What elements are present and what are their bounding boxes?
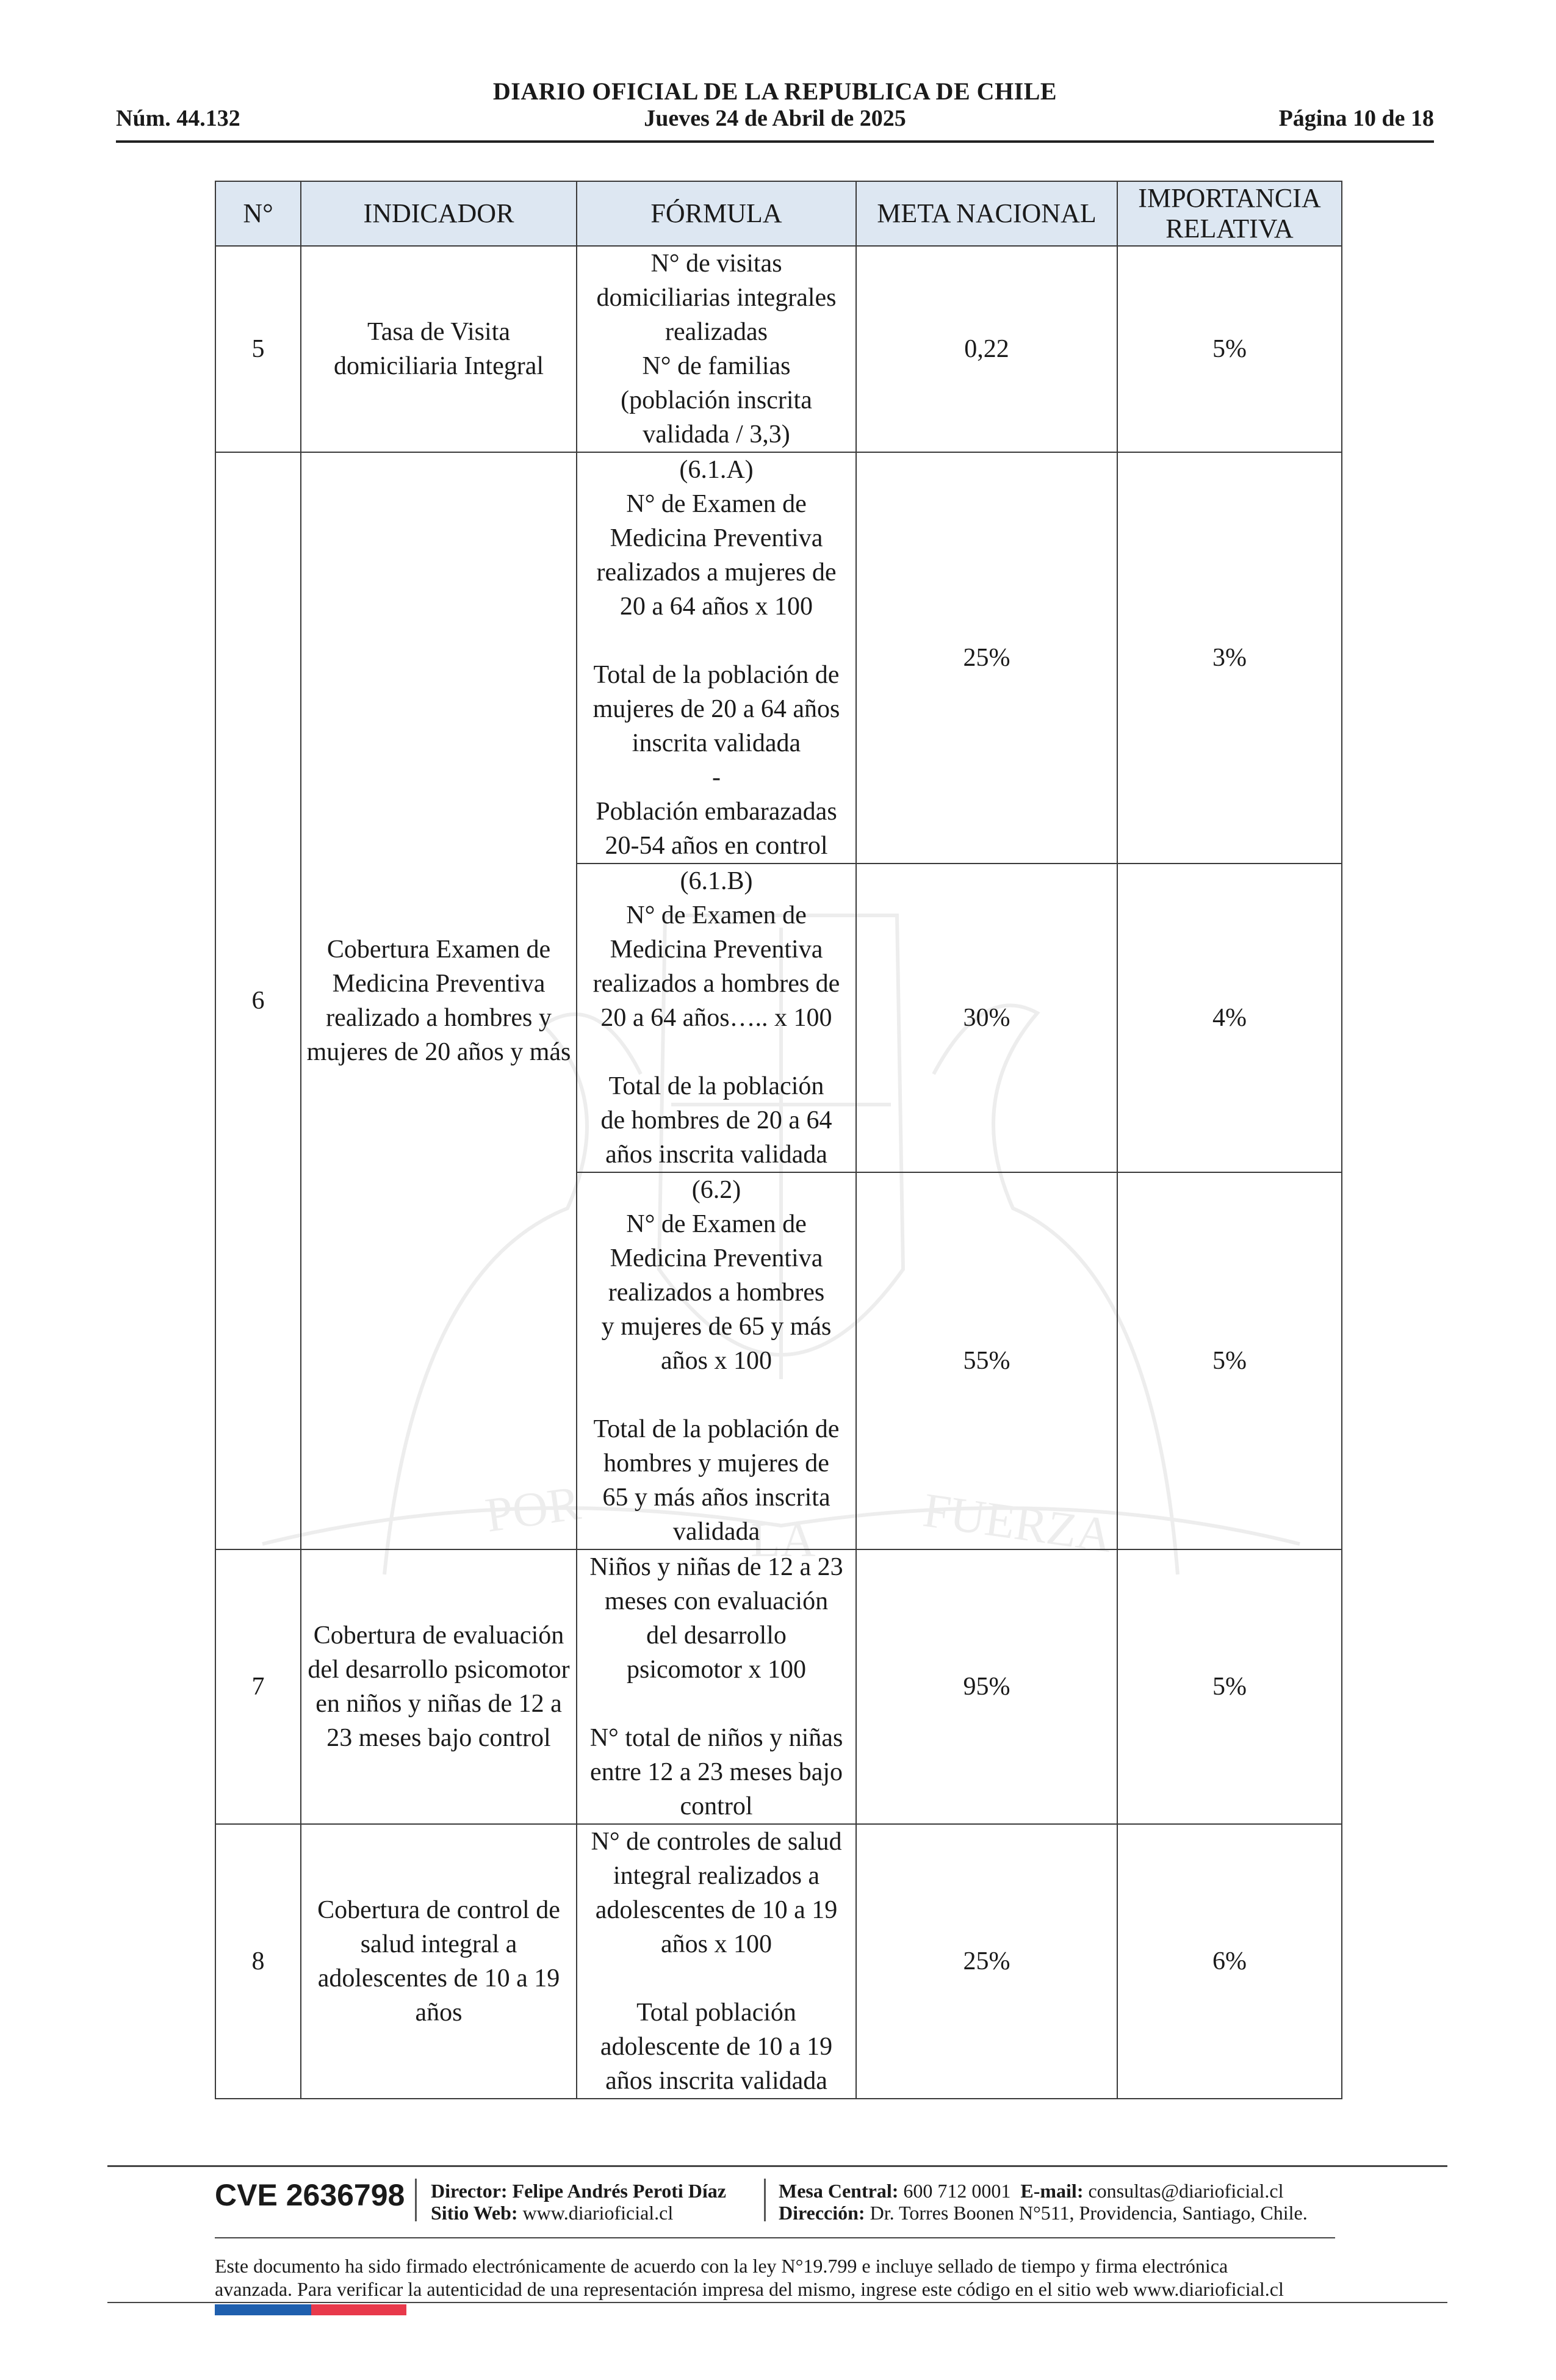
issue-number: Núm. 44.132 [116,106,240,131]
formula-denominator: Total población adolescente de 10 a 19 años inscrita validada [600,1999,833,2095]
target-value: 95% [856,1549,1117,1824]
email-label: E-mail: [1020,2180,1084,2202]
weight-value: 5% [1117,246,1342,452]
legal-line-1: Este documento ha sido firmado electrónicamente de acuerdo con la ley N°19.799 e incluye sellado de tiempo y firma electrónica [215,2255,1228,2277]
header-rule [116,140,1434,143]
director-block [431,2180,726,2224]
address-text: Dr. Torres Boonen N°511, Providencia, Santiago, Chile. [870,2202,1308,2224]
indicator-name: Tasa de Visita domiciliaria Integral [301,246,577,452]
weight-value: 3% [1117,452,1342,864]
weight-value: 4% [1117,864,1342,1172]
watermark-word-1: POR [482,1476,584,1543]
row-number: 7 [215,1549,301,1824]
table-row [215,246,1342,452]
formula-cell [577,1824,856,2099]
weight-value: 5% [1117,1172,1342,1549]
footer-separator [415,2179,417,2221]
target-value: 30% [856,864,1117,1172]
flag-color-blue [215,2304,311,2315]
legal-line-2: avanzada. Para verificar la autenticidad de una representación impresa del mismo, ingrese este código en el sitio web www.diarioficial.cl [215,2278,1284,2300]
formula-numerator: (6.1.A) N° de Examen de Medicina Preventiva realizados a mujeres de 20 a 64 años x 100 [596,456,837,621]
formula-cell [577,452,856,864]
row-number: 5 [215,246,301,452]
formula-denominator: N° total de niños y niñas entre 12 a 23 meses bajo control [589,1724,843,1820]
weight-value: 5% [1117,1549,1342,1824]
footer-top-rule [107,2165,1447,2167]
formula-denominator: Total de la población de hombres de 20 a 64 años inscrita validada [600,1072,832,1169]
formula-cell [577,1172,856,1549]
footer-mid-rule [215,2237,1335,2238]
indicators-table [215,181,1342,2099]
target-value: 25% [856,452,1117,864]
row-number: 8 [215,1824,301,2099]
website-label: Sitio Web: [431,2202,518,2224]
col-header-target: META NACIONAL [856,181,1117,246]
legal-notice [215,2254,1344,2301]
target-value: 55% [856,1172,1117,1549]
indicator-name: Cobertura Examen de Medicina Preventiva realizado a hombres y mujeres de 20 años y más [301,452,577,1549]
phone-label: Mesa Central: [779,2180,899,2202]
formula-text: N° de visitas domiciliarias integrales realizadas N° de familias (población inscrita validada / 3,3) [596,250,837,449]
director-label: Director: [431,2180,508,2202]
table-row [215,1549,1342,1824]
email-link[interactable]: consultas@diarioficial.cl [1088,2180,1284,2202]
formula-cell [577,246,856,452]
formula-cell [577,1549,856,1824]
footer-bottom-rule [107,2302,1447,2303]
flag-color-red [311,2304,406,2315]
col-header-formula: FÓRMULA [577,181,856,246]
indicator-name: Cobertura de evaluación del desarrollo psicomotor en niños y niñas de 12 a 23 meses bajo control [301,1549,577,1824]
formula-denominator: Total de la población de mujeres de 20 a 64 años inscrita validada - Población embarazadas 20-54 años en control [593,661,840,860]
footer-separator [764,2179,766,2221]
target-value: 0,22 [856,246,1117,452]
formula-numerator: (6.1.B) N° de Examen de Medicina Preventiva realizados a hombres de 20 a 64 años….. x 100 [593,867,840,1032]
page-header [116,73,1434,144]
formula-numerator: N° de controles de salud integral realizados a adolescentes de 10 a 19 años x 100 [591,1828,842,1958]
director-name: Felipe Andrés Peroti Díaz [512,2180,726,2202]
weight-value: 6% [1117,1824,1342,2099]
indicator-name: Cobertura de control de salud integral a adolescentes de 10 a 19 años [301,1824,577,2099]
table-row [215,1824,1342,2099]
watermark-word-2: LA [751,1513,816,1567]
formula-denominator: Total de la población de hombres y mujeres de 65 y más años inscrita validada [593,1415,840,1546]
col-header-indicator: INDICADOR [301,181,577,246]
website-link[interactable]: www.diarioficial.cl [522,2202,674,2224]
col-header-number: N° [215,181,301,246]
page-number: Página 10 de 18 [1278,106,1434,131]
contact-block [779,2180,1308,2224]
phone-number: 600 712 0001 [903,2180,1011,2202]
table-header-row [215,181,1342,246]
formula-cell [577,864,856,1172]
newspaper-title: DIARIO OFICIAL DE LA REPUBLICA DE CHILE [492,78,1057,105]
table-row [215,452,1342,864]
cve-code: CVE 2636798 [215,2178,405,2212]
target-value: 25% [856,1824,1117,2099]
issue-date: Jueves 24 de Abril de 2025 [644,106,906,131]
watermark-word-3: FUERZA [920,1483,1115,1563]
col-header-weight: IMPORTANCIA RELATIVA [1117,181,1342,246]
formula-numerator: (6.2) N° de Examen de Medicina Preventiva realizados a hombres y mujeres de 65 y más años x 100 [601,1176,832,1375]
formula-numerator: Niños y niñas de 12 a 23 meses con evaluación del desarrollo psicomotor x 100 [589,1553,843,1684]
row-number: 6 [215,452,301,1549]
address-label: Dirección: [779,2202,865,2224]
